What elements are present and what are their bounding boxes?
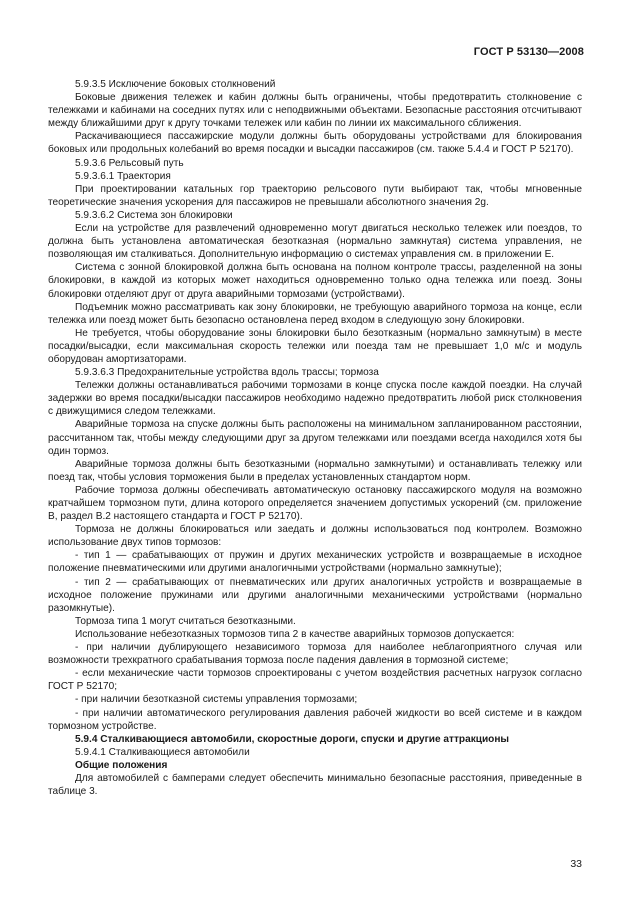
page-number: 33: [570, 858, 582, 870]
paragraph: Для автомобилей с бамперами следует обеспечить минимально безопасные расстояния, приведенные в таблице 3.: [48, 772, 582, 798]
paragraph: Аварийные тормоза на спуске должны быть расположены на минимальном запланированном расстоянии, рассчитанном так, чтобы между следующими друг за другом тележками или поездами всегда находился хотя бы один тормоз.: [48, 419, 582, 457]
paragraph: Тормоза типа 1 могут считаться безотказными.: [75, 615, 296, 627]
list-item: - тип 1 — срабатывающих от пружин и других механических устройств и возвращаемые в исходное положение пневматическими или другими аналогичными устройствами (нормально замкнутые);: [48, 550, 582, 575]
paragraph: 5.9.3.6.2 Система зон блокировки: [75, 209, 233, 221]
paragraph: Аварийные тормоза должны быть безотказными (нормально замкнутыми) и останавливать тележку или поезд так, чтобы условия торможения были в пределах установленных стандартом норм.: [48, 458, 582, 483]
paragraph: Боковые движения тележек и кабин должны быть ограничены, чтобы предотвратить столкновение с тележками и кабинами на соседних путях или с неподвижными объектами. Безопасные расстояния отсчитывают между ближайшими друг к другу точками тележек или кабин по линии их максимального сближения.: [48, 92, 582, 130]
paragraph: 5.9.3.6 Рельсовый путь: [75, 157, 184, 169]
section-heading: Общие положения: [75, 759, 168, 771]
paragraph: Если на устройстве для развлечений одновременно могут двигаться несколько тележек или поездов, то должна быть установлена автоматическая безотказная (нормально замкнутая) система управления, не позволяющая им сталкиваться. Дополнительную информацию о системах управления см. в приложении Е.: [48, 223, 582, 261]
paragraph: Подъемник можно рассматривать как зону блокировки, не требующую аварийного тормоза на конце, если тележка или поезд может быть безопасно остановлена перед входом в следующую зону блокировки.: [48, 301, 582, 326]
paragraph: Система с зонной блокировкой должна быть основана на полном контроле трассы, разделенной на зоны блокировки, в каждой из которых может находиться одновременно только одна тележка или поезд. Зоны блокировки отделяют друг от друга аварийными тормозами (устройствами).: [48, 262, 582, 300]
paragraph: Не требуется, чтобы оборудование зоны блокировки было безотказным (нормально замкнутым) в месте посадки/высадки, если максимальная скорость тележки или поезда там не превышает 1,0 м/с и модуль оборудован амортизаторами.: [48, 327, 582, 365]
paragraph: 5.9.3.6.3 Предохранительные устройства вдоль трассы; тормоза: [75, 367, 379, 379]
paragraph: Раскачивающиеся пассажирские модули должны быть оборудованы устройствами для блокирования боковых или продольных колебаний во время посадки и высадки пассажиров (см. также 5.4.4 и ГОСТ Р 52170).: [48, 131, 582, 156]
paragraph: Использование небезотказных тормозов типа 2 в качестве аварийных тормозов допускается:: [75, 628, 515, 640]
page-body: [48, 78, 582, 798]
list-item: - тип 2 — срабатывающих от пневматических или других аналогичных устройств и возвращаемые в исходное положение пружинами или другими аналогичными механическими устройствами (нормально разомкнутые).: [48, 576, 582, 614]
list-item: - если механические части тормозов спроектированы с учетом воздействия расчетных нагрузок согласно ГОСТ Р 52170;: [48, 668, 582, 693]
paragraph: При проектировании катальных гор траекторию рельсового пути выбирают так, чтобы мгновенные теоретические значения ускорения для пассажиров не превышали абсолютного значения 2g.: [48, 183, 582, 208]
paragraph: 5.9.3.5 Исключение боковых столкновений: [75, 79, 276, 90]
list-item: - при наличии дублирующего независимого тормоза для наиболее неблагоприятного случая или возможности трехкратного срабатывания тормоза после падения давления в тормозной системе;: [48, 642, 582, 667]
paragraph: Рабочие тормоза должны обеспечивать автоматическую остановку пассажирского модуля на возможно кратчайшем тормозном пути, длина которого определяется значением допустимых ускорений (см. приложение В, раздел В.2 настоящего стандарта и ГОСТ Р 52170).: [48, 484, 582, 523]
paragraph: Тормоза не должны блокироваться или заедать и должны использоваться под контролем. Возможно использование двух типов тормозов:: [48, 524, 582, 549]
list-item: - при наличии автоматического регулирования давления рабочей жидкости во всей системе и в каждом тормозном устройстве.: [48, 707, 582, 732]
paragraph: 5.9.3.6.1 Траектория: [75, 170, 171, 182]
list-item: - при наличии безотказной системы управления тормозами;: [75, 694, 358, 706]
section-heading: 5.9.4 Сталкивающиеся автомобили, скоростные дороги, спуски и другие аттракционы: [75, 733, 510, 745]
paragraph: Тележки должны останавливаться рабочими тормозами в конце спуска после каждой поездки. На случай задержки во время посадки/высадки пассажиров необходимо надежно предотвратить любой риск столкновения с движущимися следом тележками.: [48, 380, 582, 418]
standard-designation: ГОСТ Р 53130—2008: [473, 46, 584, 58]
paragraph: 5.9.4.1 Сталкивающиеся автомобили: [75, 746, 250, 758]
